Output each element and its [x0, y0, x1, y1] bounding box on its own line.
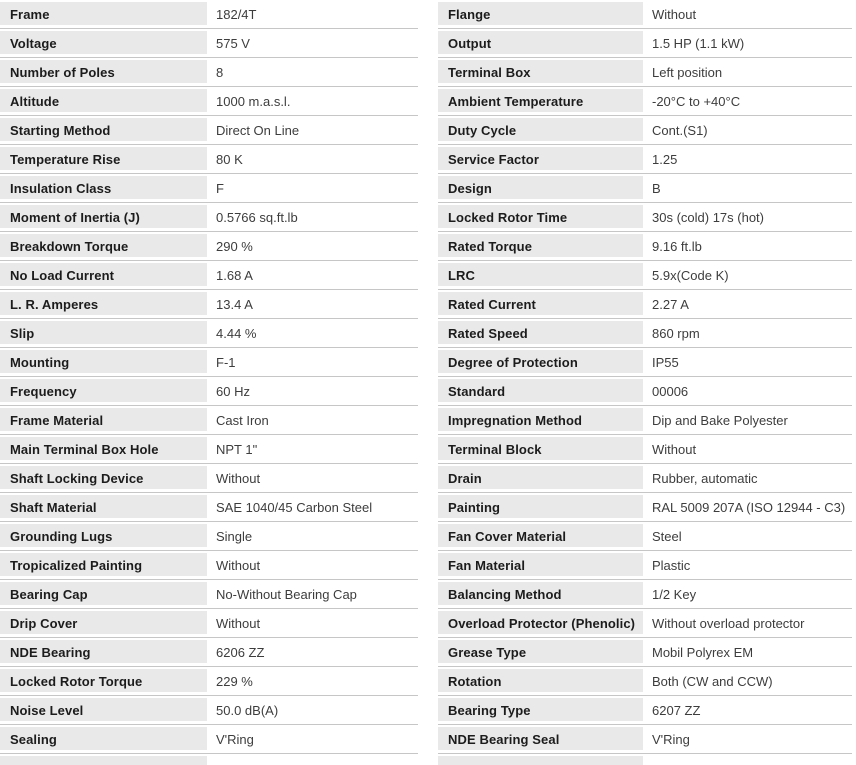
spec-label: Sealing	[0, 725, 207, 753]
spec-value: Dip and Bake Polyester	[643, 406, 852, 434]
spec-value: V'Ring	[643, 725, 852, 753]
spec-value: 6206 ZZ	[207, 638, 418, 666]
spec-label: Shaft Locking Device	[0, 464, 207, 492]
spec-value: Steel	[643, 522, 852, 550]
spec-label: Design	[438, 174, 643, 202]
spec-table-right	[438, 0, 852, 765]
spec-row	[0, 609, 418, 638]
spec-value: Cont.(S1)	[643, 116, 852, 144]
spec-value: 1.5 HP (1.1 kW)	[643, 29, 852, 57]
spec-row	[0, 493, 418, 522]
spec-label: Locked Rotor Time	[438, 203, 643, 231]
spec-row	[0, 348, 418, 377]
spec-value: 8	[207, 58, 418, 86]
spec-value: F-1	[207, 348, 418, 376]
partial-row	[0, 754, 418, 765]
spec-row	[438, 406, 852, 435]
spec-label: L. R. Amperes	[0, 290, 207, 318]
spec-value	[207, 754, 418, 765]
spec-row	[438, 609, 852, 638]
spec-row	[0, 725, 418, 754]
spec-value: 860 rpm	[643, 319, 852, 347]
spec-row	[0, 29, 418, 58]
spec-label: Grounding Lugs	[0, 522, 207, 550]
spec-row	[438, 290, 852, 319]
spec-label: Frequency	[0, 377, 207, 405]
spec-value: Direct On Line	[207, 116, 418, 144]
spec-label: Insulation Class	[0, 174, 207, 202]
spec-value: 0.5766 sq.ft.lb	[207, 203, 418, 231]
spec-label: Terminal Block	[438, 435, 643, 463]
spec-label: Terminal Box	[438, 58, 643, 86]
spec-row	[0, 638, 418, 667]
spec-row	[438, 696, 852, 725]
spec-value: 30s (cold) 17s (hot)	[643, 203, 852, 231]
spec-row	[438, 232, 852, 261]
spec-value: 1000 m.a.s.l.	[207, 87, 418, 115]
spec-label: Degree of Protection	[438, 348, 643, 376]
spec-value: Single	[207, 522, 418, 550]
spec-label: Impregnation Method	[438, 406, 643, 434]
spec-value: IP55	[643, 348, 852, 376]
spec-value: 1.25	[643, 145, 852, 173]
spec-row	[438, 725, 852, 754]
spec-value: Cast Iron	[207, 406, 418, 434]
spec-value: 290 %	[207, 232, 418, 260]
spec-value: Both (CW and CCW)	[643, 667, 852, 695]
spec-row	[438, 638, 852, 667]
spec-label: Flange	[438, 0, 643, 28]
spec-row	[0, 145, 418, 174]
spec-row	[438, 58, 852, 87]
spec-label: Ambient Temperature	[438, 87, 643, 115]
spec-label: Drain	[438, 464, 643, 492]
spec-value: B	[643, 174, 852, 202]
spec-label: Breakdown Torque	[0, 232, 207, 260]
spec-label: Locked Rotor Torque	[0, 667, 207, 695]
spec-value: Without	[207, 609, 418, 637]
spec-value: -20°C to +40°C	[643, 87, 852, 115]
spec-value: 6207 ZZ	[643, 696, 852, 724]
spec-row	[0, 0, 418, 29]
spec-row	[0, 696, 418, 725]
spec-row	[438, 580, 852, 609]
spec-value: Without	[643, 435, 852, 463]
spec-value: Without	[207, 551, 418, 579]
spec-row	[438, 87, 852, 116]
spec-label: Output	[438, 29, 643, 57]
spec-label: Shaft Material	[0, 493, 207, 521]
spec-row	[438, 667, 852, 696]
spec-value: 9.16 ft.lb	[643, 232, 852, 260]
spec-row	[0, 667, 418, 696]
spec-value: Without	[643, 0, 852, 28]
spec-value: 229 %	[207, 667, 418, 695]
spec-value: 4.44 %	[207, 319, 418, 347]
partial-row	[438, 754, 852, 765]
spec-label: Balancing Method	[438, 580, 643, 608]
spec-label: No Load Current	[0, 261, 207, 289]
spec-value: Mobil Polyrex EM	[643, 638, 852, 666]
spec-row	[438, 493, 852, 522]
spec-label: Drip Cover	[0, 609, 207, 637]
spec-label: Service Factor	[438, 145, 643, 173]
spec-value: Rubber, automatic	[643, 464, 852, 492]
spec-label: Main Terminal Box Hole	[0, 435, 207, 463]
spec-row	[0, 580, 418, 609]
spec-row	[438, 29, 852, 58]
spec-value: 2.27 A	[643, 290, 852, 318]
spec-row	[0, 319, 418, 348]
spec-value: 50.0 dB(A)	[207, 696, 418, 724]
spec-row	[438, 174, 852, 203]
spec-row	[0, 406, 418, 435]
spec-row	[438, 522, 852, 551]
spec-row	[0, 551, 418, 580]
spec-row	[438, 261, 852, 290]
spec-label	[0, 754, 207, 765]
spec-label: Rotation	[438, 667, 643, 695]
spec-label: Temperature Rise	[0, 145, 207, 173]
spec-row	[0, 435, 418, 464]
spec-label: Fan Material	[438, 551, 643, 579]
spec-label: Rated Speed	[438, 319, 643, 347]
spec-label: Mounting	[0, 348, 207, 376]
spec-value	[643, 754, 852, 765]
spec-label: Moment of Inertia (J)	[0, 203, 207, 231]
spec-value: No-Without Bearing Cap	[207, 580, 418, 608]
spec-label: Starting Method	[0, 116, 207, 144]
spec-value: V'Ring	[207, 725, 418, 753]
spec-value: 1.68 A	[207, 261, 418, 289]
spec-value: SAE 1040/45 Carbon Steel	[207, 493, 418, 521]
spec-row	[438, 551, 852, 580]
spec-row	[0, 174, 418, 203]
spec-value: RAL 5009 207A (ISO 12944 - C3)	[643, 493, 852, 521]
spec-label: Rated Current	[438, 290, 643, 318]
spec-value: Without overload protector	[643, 609, 852, 637]
spec-label: Noise Level	[0, 696, 207, 724]
spec-row	[0, 58, 418, 87]
spec-row	[0, 87, 418, 116]
spec-label: Fan Cover Material	[438, 522, 643, 550]
spec-label	[438, 754, 643, 765]
spec-value: Left position	[643, 58, 852, 86]
spec-row	[0, 116, 418, 145]
spec-row	[0, 377, 418, 406]
spec-row	[438, 348, 852, 377]
spec-value: 80 K	[207, 145, 418, 173]
spec-value: Plastic	[643, 551, 852, 579]
spec-value: 60 Hz	[207, 377, 418, 405]
spec-label: Tropicalized Painting	[0, 551, 207, 579]
spec-value: 00006	[643, 377, 852, 405]
spec-row	[438, 377, 852, 406]
spec-row	[438, 435, 852, 464]
spec-value: 5.9x(Code K)	[643, 261, 852, 289]
spec-row	[438, 464, 852, 493]
spec-label: Number of Poles	[0, 58, 207, 86]
spec-label: Voltage	[0, 29, 207, 57]
spec-table-left	[0, 0, 418, 765]
spec-label: Bearing Type	[438, 696, 643, 724]
spec-row	[0, 203, 418, 232]
spec-row	[438, 319, 852, 348]
spec-value: F	[207, 174, 418, 202]
spec-row	[0, 464, 418, 493]
spec-label: Altitude	[0, 87, 207, 115]
spec-value: Without	[207, 464, 418, 492]
spec-value: 1/2 Key	[643, 580, 852, 608]
spec-row	[438, 116, 852, 145]
spec-row	[438, 0, 852, 29]
spec-label: Slip	[0, 319, 207, 347]
spec-label: LRC	[438, 261, 643, 289]
spec-value: NPT 1"	[207, 435, 418, 463]
spec-label: Bearing Cap	[0, 580, 207, 608]
spec-label: NDE Bearing	[0, 638, 207, 666]
spec-row	[0, 232, 418, 261]
spec-label: Frame	[0, 0, 207, 28]
spec-row	[438, 145, 852, 174]
spec-label: Grease Type	[438, 638, 643, 666]
spec-row	[0, 522, 418, 551]
spec-label: Frame Material	[0, 406, 207, 434]
spec-row	[438, 203, 852, 232]
spec-value: 13.4 A	[207, 290, 418, 318]
spec-row	[0, 261, 418, 290]
spec-value: 182/4T	[207, 0, 418, 28]
spec-label: Painting	[438, 493, 643, 521]
spec-value: 575 V	[207, 29, 418, 57]
spec-label: Overload Protector (Phenolic)	[438, 609, 643, 637]
spec-label: Standard	[438, 377, 643, 405]
spec-row	[0, 290, 418, 319]
spec-label: Rated Torque	[438, 232, 643, 260]
spec-label: Duty Cycle	[438, 116, 643, 144]
spec-label: NDE Bearing Seal	[438, 725, 643, 753]
